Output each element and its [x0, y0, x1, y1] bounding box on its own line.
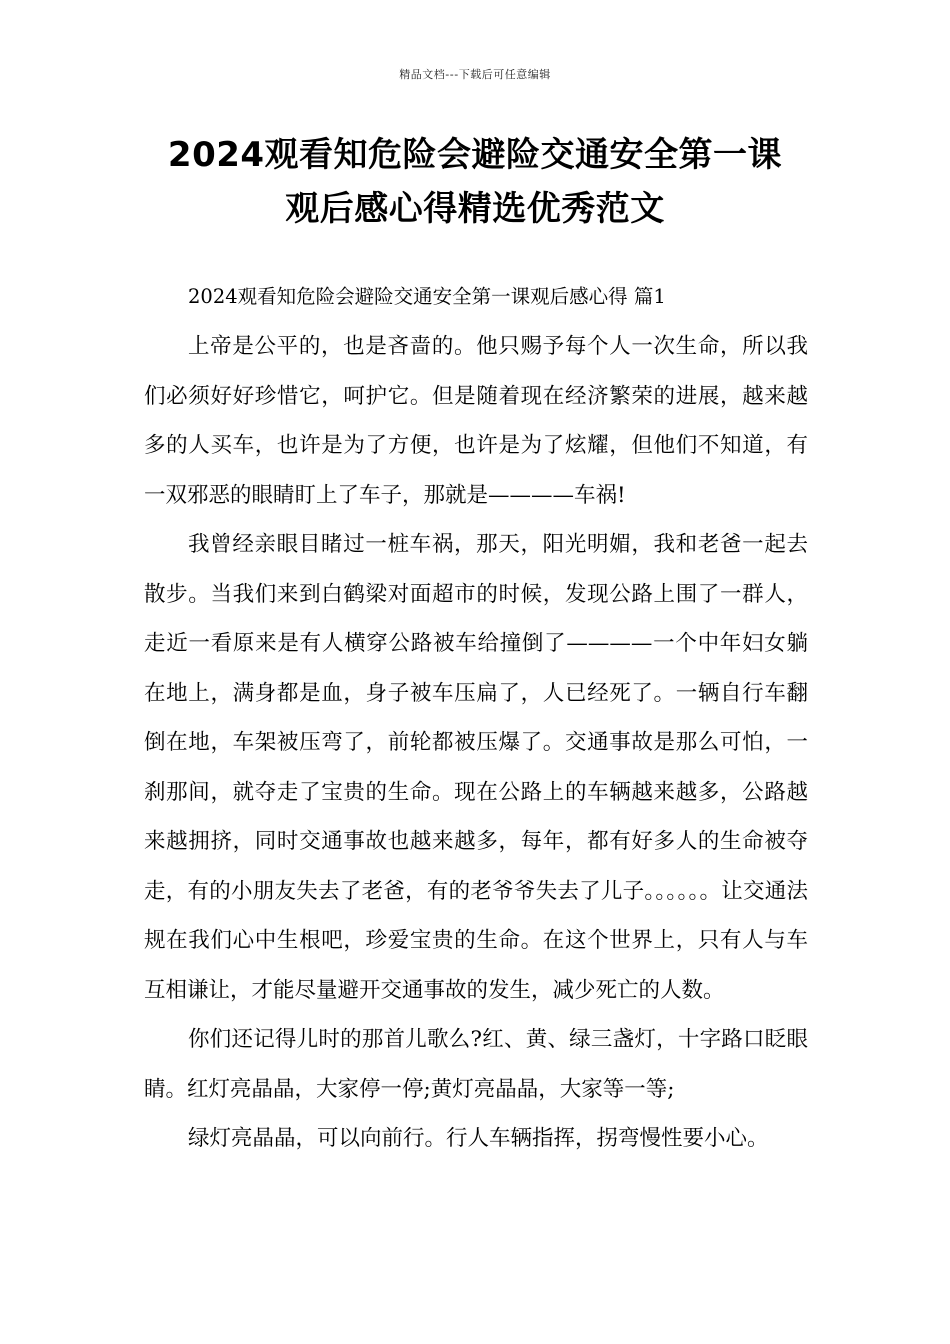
title-line-2: 观后感心得精选优秀范文	[285, 189, 665, 229]
paragraph: 我曾经亲眼目睹过一桩车祸，那天，阳光明媚，我和老爸一起去散步。当我们来到白鹤梁对面超市的时候，发现公路上围了一群人，走近一看原来是有人横穿公路被车给撞倒了————一个中年妇女躺在地上，满身都是血，身子被车压扁了，人已经死了。一辆自行车翻倒在地，车架被压弯了，前轮都被压爆了。交通事故是那么可怕，一刹那间，就夺走了宝贵的生命。现在公路上的车辆越来越多，公路越来越拥挤，同时交通事故也越来越多，每年，都有好多人的生命被夺走，有的小朋友失去了老爸，有的老爷爷失去了儿子。。。。。。让交通法规在我们心中生根吧，珍爱宝贵的生命。在这个世界上，只有人与车互相谦让，才能尽量避开交通事故的发生，减少死亡的人数。	[144, 532, 808, 1003]
document-title	[120, 128, 830, 236]
paragraph: 上帝是公平的，也是吝啬的。他只赐予每个人一次生命，所以我们必须好好珍惜它，呵护它。但是随着现在经济繁荣的进展，越来越多的人买车，也许是为了方便，也许是为了炫耀，但他们不知道，有一双邪恶的眼睛盯上了车子，那就是————车祸!	[144, 334, 808, 508]
paragraph: 你们还记得儿时的那首儿歌么?红、黄、绿三盏灯，十字路口眨眼睛。红灯亮晶晶，大家停一停;黄灯亮晶晶，大家等一等;	[144, 1027, 808, 1102]
document-body	[144, 272, 808, 1164]
paragraph: 绿灯亮晶晶，可以向前行。行人车辆指挥，拐弯慢性要小心。	[188, 1126, 769, 1151]
header-note: 精品文档---下载后可任意编辑	[399, 68, 551, 81]
section-subtitle: 2024观看知危险会避险交通安全第一课观后感心得 篇1	[188, 285, 666, 308]
title-line-1: 2024观看知危险会避险交通安全第一课	[167, 135, 783, 175]
